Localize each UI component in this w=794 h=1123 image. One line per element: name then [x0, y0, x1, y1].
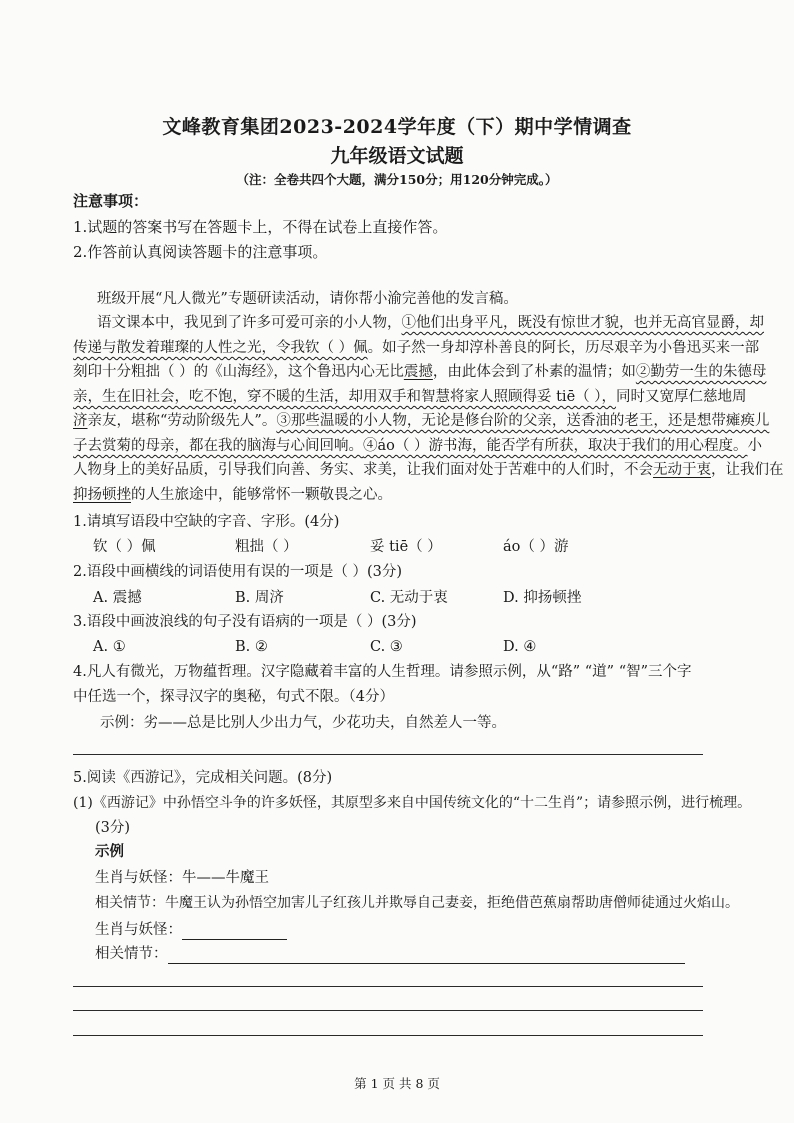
question-4-stem-2: 中任选一个，探寻汉字的奥秘，句式不限。（4分） — [73, 689, 394, 705]
answer-pair-blank[interactable] — [182, 923, 287, 940]
question-1-item-4: áo（ ）游 — [503, 539, 569, 555]
question-1-item-3: 妥 tiē（ ） — [370, 539, 442, 555]
wavy-sentence-2-cont: 亲，生在旧社会，吃不饱，穿不暖的生活，却用双手和智慧将家人照顾得妥 tiē（ ）， — [73, 389, 617, 405]
answer-plot-blank[interactable] — [168, 947, 685, 964]
wavy-sentence-1: ①他们出身平凡，既没有惊世才貌，也并无高官显爵，却 — [401, 315, 764, 331]
answer-line-q4[interactable] — [73, 754, 703, 755]
passage-line-4: 亲，生在旧社会，吃不饱，穿不暖的生活，却用双手和智慧将家人照顾得妥 tiē（ ），同时又宽厚仁慈地周 — [73, 389, 747, 405]
passage-line-7: 人物身上的美好品质，引导我们向善、务实、求美，让我们面对处于苦难中的人们时，不会无动于衷，让我们在 — [73, 462, 784, 478]
exam-subtitle: 九年级语文试题 — [330, 145, 464, 167]
wavy-sentence-4: ④áo（ ）游书海，能否学有所获，取决于我们的用心程度。 — [363, 438, 748, 454]
wavy-sentence-2: ②勤劳一生的朱德母 — [635, 364, 767, 380]
question-1-item-2: 粗拙（ ） — [235, 539, 298, 555]
passage-line-1: 语文课本中，我见到了许多可爱可亲的小人物，①他们出身平凡，既没有惊世才貌，也并无高官显爵，却 — [97, 315, 764, 331]
question-1-stem: 1.请填写语段中空缺的字音、字形。(4分) — [73, 514, 340, 530]
question-4-example: 示例：劣——总是比别人少出力气，少花功夫，自然差人一等。 — [100, 715, 506, 731]
question-5-sub1-line-2: (3分) — [95, 820, 131, 836]
example-pair: 生肖与妖怪：牛——牛魔王 — [95, 870, 269, 886]
question-2-option-c: C. 无动于衷 — [370, 590, 448, 606]
wavy-sentence-1-cont: 传递与散发着璀璨的人性之光，令我钦（ ）佩 — [73, 340, 368, 356]
answer-pair-label: 生肖与妖怪： — [95, 922, 182, 938]
question-5-sub1-line-1: (1)《西游记》中孙悟空斗争的许多妖怪，其原型多来自中国传统文化的“十二生肖”；请参照示例，进行梳理。 — [73, 795, 752, 811]
answer-plot-row — [95, 944, 685, 964]
page-footer: 第 1 页 共 8 页 — [354, 1076, 440, 1091]
underlined-word-2: 济 — [73, 413, 88, 429]
underlined-word-1: 震撼 — [403, 364, 433, 380]
question-3-option-d: D. ④ — [503, 639, 537, 655]
answer-line-1[interactable] — [73, 986, 703, 987]
question-4-stem-1: 4.凡人有微光，万物蕴哲理。汉字隐藏着丰富的人生哲理。请参照示例，从“路” “道” “智”三个字 — [73, 664, 692, 680]
question-3-option-a: A. ① — [93, 639, 126, 655]
question-2-option-b: B. 周济 — [235, 590, 284, 606]
example-plot: 相关情节：牛魔王认为孙悟空加害儿子红孩儿并欺辱自己妻妾，拒绝借芭蕉扇帮助唐僧师徒通过火焰山。 — [95, 895, 739, 911]
notice-item-2: 2.作答前认真阅读答题卡的注意事项。 — [73, 243, 328, 261]
passage-line-3: 刻印十分粗拙（ ）的《山海经》，这个鲁迅内心无比震撼，由此体会到了朴素的温情；如②勤劳一生的朱德母 — [73, 364, 767, 380]
answer-pair-row — [95, 920, 287, 940]
question-2-option-d: D. 抑扬顿挫 — [503, 590, 582, 606]
example-label: 示例 — [95, 843, 124, 860]
passage-line-6: 子去赏菊的母亲，都在我的脑海与心间回响。④áo（ ）游书海，能否学有所获，取决于我们的用心程度。小 — [73, 438, 762, 454]
notice-heading: 注意事项： — [73, 192, 149, 210]
question-3-option-c: C. ③ — [370, 639, 403, 655]
question-5-stem: 5.阅读《西游记》，完成相关问题。(8分) — [73, 770, 333, 786]
question-2-stem: 2.语段中画横线的词语使用有误的一项是（ ）(3分) — [73, 564, 402, 580]
question-3-stem: 3.语段中画波浪线的句子没有语病的一项是（ ）(3分) — [73, 614, 417, 630]
answer-line-2[interactable] — [73, 1010, 703, 1011]
underlined-word-3: 无动于衷 — [653, 462, 711, 478]
notice-item-1: 1.试题的答案书写在答题卡上，不得在试卷上直接作答。 — [73, 218, 448, 236]
wavy-sentence-3: ③那些温暖的小人物，无论是修台阶的父亲，送香油的老王，还是想带瘫痪儿 — [276, 413, 770, 429]
underlined-word-4: 抑扬顿挫 — [73, 487, 131, 503]
answer-plot-label: 相关情节： — [95, 946, 168, 962]
answer-line-3[interactable] — [73, 1035, 703, 1036]
question-2-option-a: A. 震撼 — [93, 590, 142, 606]
exam-title: 文峰教育集团2023-2024学年度（下）期中学情调查 — [162, 116, 632, 138]
passage-line-5: 济亲友，堪称“劳动阶级先人”。③那些温暖的小人物，无论是修台阶的父亲，送香油的老王，还是想带瘫痪儿 — [73, 413, 770, 429]
exam-note: （注：全卷共四个大题，满分150分；用120分钟完成。） — [236, 172, 558, 187]
passage-intro: 班级开展“凡人微光”专题研读活动，请你帮小渝完善他的发言稿。 — [97, 291, 518, 307]
question-3-option-b: B. ② — [235, 639, 268, 655]
question-1-item-1: 钦（ ）佩 — [93, 539, 156, 555]
passage-line-2: 传递与散发着璀璨的人性之光，令我钦（ ）佩。如子然一身却淳朴善良的阿长，历尽艰辛为小鲁迅买来一部 — [73, 340, 760, 356]
wavy-sentence-3-cont: 子去赏菊的母亲，都在我的脑海与心间回响。 — [73, 438, 363, 454]
passage-line-8: 抑扬顿挫的人生旅途中，能够常怀一颗敬畏之心。 — [73, 487, 392, 503]
